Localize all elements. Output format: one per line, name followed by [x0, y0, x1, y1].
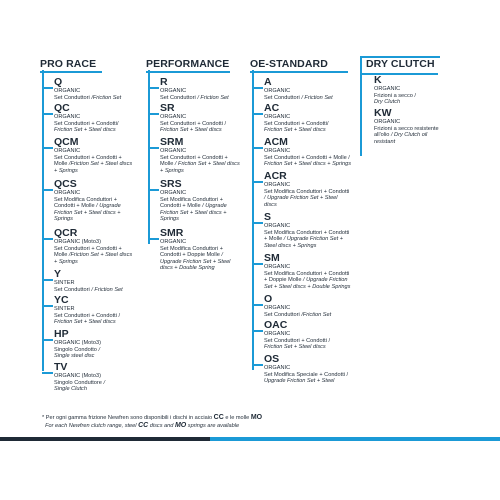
product-description: [54, 88, 142, 101]
description-line: [54, 319, 142, 326]
description-italic: Friction Set + Steel discs +: [54, 209, 121, 216]
description-normal: Set Conduttori: [54, 94, 92, 101]
description-normal: Set Conduttori + Condotti/: [54, 120, 119, 127]
description-line: [160, 114, 248, 121]
description-normal: Set Conduttori + Condotti +: [160, 154, 228, 161]
footer-bar: [0, 437, 500, 441]
description-italic: Set + Steel discs + Double Springs: [264, 283, 351, 290]
description-italic: /: [103, 379, 106, 386]
description-italic: Upgrade Friction Set + Steel: [160, 258, 231, 265]
branch-connector: [148, 189, 159, 191]
description-line: [160, 265, 248, 272]
description-line: [54, 380, 142, 387]
product-code: SM: [264, 252, 280, 264]
header-underline: [40, 71, 102, 73]
product-code: QCR: [54, 227, 78, 239]
description-italic: Friction Set + Steel discs: [160, 127, 222, 134]
description-italic: / Dry Clutch oil: [390, 132, 428, 139]
footnote-it-prefix: * Per ogni gamma frizione Newfren sono disponibili i dischi in acciaio: [42, 415, 214, 421]
description-line: [160, 190, 248, 197]
description-normal: Frizioni a secco resistente: [374, 125, 439, 132]
branch-connector: [42, 305, 53, 307]
description-normal: ORGANIC: [160, 239, 187, 245]
description-line: [54, 306, 142, 313]
description-line: [54, 246, 142, 253]
description-normal: + Molle: [264, 236, 284, 243]
product-description: [264, 148, 364, 168]
description-line: [54, 121, 142, 128]
description-line: [374, 86, 444, 93]
description-italic: / Friction Set: [197, 94, 229, 101]
column-performance: [146, 58, 246, 272]
description-normal: ORGANIC: [54, 148, 81, 154]
description-normal: ORGANIC: [264, 305, 291, 311]
description-italic: Friction Set + Steel discs: [264, 127, 326, 134]
description-normal: ORGANIC: [374, 119, 401, 125]
description-normal: ORGANIC: [264, 148, 291, 154]
description-normal: Singolo Condotto: [54, 346, 99, 353]
product-description: [374, 119, 444, 145]
product-code: SMR: [160, 227, 184, 239]
product-code: QCM: [54, 136, 79, 148]
description-line: [160, 239, 248, 246]
description-line: [264, 271, 364, 278]
branch-connector: [252, 304, 263, 306]
description-line: [264, 378, 364, 385]
product-code: SR: [160, 102, 175, 114]
description-line: [54, 95, 142, 102]
column-pro-race: [40, 58, 140, 393]
description-line: [160, 210, 248, 217]
description-italic: Friction Set + Steel discs: [264, 344, 326, 351]
description-italic: /Friction Set: [91, 94, 122, 101]
description-line: [264, 230, 364, 237]
description-italic: Springs: [160, 216, 179, 223]
branch-connector: [42, 372, 53, 374]
branch-connector: [252, 330, 263, 332]
description-normal: ORGANIC: [264, 331, 291, 337]
description-line: [54, 148, 142, 155]
column-dry-clutch: [360, 58, 440, 155]
branch-connector: [252, 263, 263, 265]
description-line: [264, 236, 364, 243]
description-line: [54, 239, 142, 246]
description-line: [160, 161, 248, 168]
description-line: [54, 161, 142, 168]
description-line: [264, 114, 364, 121]
description-line: [54, 114, 142, 121]
description-normal: ORGANIC: [160, 114, 187, 120]
description-line: [54, 340, 142, 347]
description-normal: ORGANIC: [160, 190, 187, 196]
branch-connector: [252, 147, 263, 149]
branch-connector: [252, 113, 263, 115]
description-line: [264, 121, 364, 128]
branch-connector: [252, 87, 263, 89]
description-normal: Set Modifica Conduttori + Condotti: [264, 270, 350, 277]
frame-left: [360, 56, 362, 156]
description-normal: Set Conduttori + Condotti +: [54, 245, 122, 252]
description-line: [264, 155, 364, 162]
description-italic: / Friction Set + Steel discs: [174, 161, 240, 168]
product-description: [54, 373, 142, 393]
product-code: QC: [54, 102, 70, 114]
description-normal: ORGANIC: [264, 365, 291, 371]
branch-connector: [252, 364, 263, 366]
product-code: S: [264, 211, 272, 223]
description-line: [160, 259, 248, 266]
header-underline: [146, 71, 230, 73]
description-normal: Condotti + Molle: [160, 203, 203, 210]
product-code: Q: [54, 76, 63, 88]
description-italic: Steel discs + Springs: [264, 242, 317, 249]
product-code: A: [264, 76, 272, 88]
description-line: [374, 99, 444, 106]
product-description: [160, 190, 248, 223]
description-line: [264, 189, 364, 196]
branch-connector: [42, 279, 53, 281]
product-description: [54, 239, 142, 265]
description-normal: Set Conduttori + Condotti /: [264, 337, 331, 344]
footnote-en-prefix: For each Newfren clutch range, steel: [45, 423, 139, 429]
description-italic: Single Clutch: [54, 386, 87, 393]
tree-line: [252, 70, 254, 370]
description-line: [54, 216, 142, 223]
description-italic: / Upgrade: [202, 203, 227, 210]
description-normal: Molle: [54, 252, 69, 259]
description-italic: Friction Set + Steel discs: [54, 319, 116, 326]
column-header: PRO RACE: [40, 58, 97, 70]
description-normal: ORGANIC: [264, 114, 291, 120]
footnote-italian: [42, 414, 262, 422]
description-line: [160, 148, 248, 155]
product-code: SRS: [160, 178, 182, 190]
description-line: [264, 95, 364, 102]
branch-connector: [252, 222, 263, 224]
description-normal: ORGANIC: [54, 114, 81, 120]
description-line: [54, 168, 142, 175]
description-line: [54, 88, 142, 95]
description-line: [374, 93, 444, 100]
product-description: [54, 114, 142, 134]
product-description: [374, 86, 444, 106]
description-italic: Friction Set + Steel discs + Springs: [264, 161, 352, 168]
description-normal: ORGANIC: [54, 190, 81, 196]
description-normal: Set Conduttori: [160, 94, 198, 101]
description-normal: ORGANIC (Moto3): [54, 239, 101, 245]
column-header: OE-STANDARD: [250, 58, 328, 70]
description-normal: Set Modifica Conduttori +: [160, 245, 223, 252]
description-normal: Set Conduttori: [54, 286, 92, 293]
footnote-en-mo: MO: [174, 422, 187, 429]
description-line: [54, 127, 142, 134]
description-line: [264, 338, 364, 345]
description-italic: Single steel disc: [54, 353, 95, 360]
description-italic: Friction Set + Steel discs: [54, 127, 116, 134]
branch-connector: [42, 147, 53, 149]
description-italic: Friction Set + Steel discs +: [160, 209, 227, 216]
footnote-it-cc: CC: [213, 414, 224, 421]
description-line: [54, 210, 142, 217]
description-line: [374, 132, 444, 139]
description-line: [160, 155, 248, 162]
product-code: HP: [54, 328, 69, 340]
product-code: AC: [264, 102, 280, 114]
description-italic: /: [98, 346, 101, 353]
description-line: [264, 312, 364, 319]
description-normal: ORGANIC: [264, 88, 291, 94]
description-line: [264, 305, 364, 312]
description-normal: Set Conduttori: [264, 94, 302, 101]
column-header: PERFORMANCE: [146, 58, 230, 70]
product-code: OS: [264, 353, 280, 365]
description-normal: Set Modifica Conduttori + Condotti: [264, 188, 350, 195]
branch-connector: [42, 113, 53, 115]
description-line: [54, 155, 142, 162]
product-code: QCS: [54, 178, 77, 190]
branch-connector: [42, 189, 53, 191]
footnote-en-mid: discs and: [148, 423, 175, 429]
description-italic: /: [221, 252, 223, 259]
description-normal: ORGANIC (Moto3): [54, 340, 101, 346]
description-line: [264, 148, 364, 155]
description-line: [374, 119, 444, 126]
description-line: [54, 203, 142, 210]
description-italic: Dry Clutch: [374, 99, 401, 106]
description-line: [54, 347, 142, 354]
description-line: [160, 197, 248, 204]
description-line: [264, 195, 364, 202]
branch-connector: [148, 147, 159, 149]
description-normal: Set Conduttori + Condotti +: [54, 154, 122, 161]
description-normal: Singolo Conduttore: [54, 379, 104, 386]
description-line: [264, 202, 364, 209]
tree-line: [148, 70, 150, 244]
description-line: [54, 259, 142, 266]
description-normal: Molle: [160, 161, 175, 168]
description-line: [54, 353, 142, 360]
description-line: [160, 121, 248, 128]
product-description: [160, 148, 248, 174]
product-description: [264, 182, 364, 208]
footer-bar-dark: [0, 437, 210, 441]
description-normal: all'olio: [374, 132, 391, 139]
description-line: [160, 246, 248, 253]
description-line: [54, 190, 142, 197]
description-line: [264, 243, 364, 250]
product-code: ACM: [264, 136, 288, 148]
description-line: [54, 287, 142, 294]
description-normal: SINTER: [54, 280, 75, 286]
description-italic: + Springs: [160, 167, 184, 174]
description-line: [160, 95, 248, 102]
product-description: [160, 114, 248, 134]
product-code: TV: [54, 361, 68, 373]
product-code: SRM: [160, 136, 184, 148]
product-description: [54, 190, 142, 223]
description-italic: / Upgrade Friction Set +: [283, 236, 343, 243]
column-oe-standard: [250, 58, 358, 385]
description-normal: Condotti + Molle: [54, 203, 97, 210]
product-description: [160, 88, 248, 101]
branch-connector: [148, 87, 159, 89]
description-normal: Set Conduttori + Condotti /: [160, 120, 227, 127]
description-normal: Set Conduttori + Condotti/: [264, 120, 329, 127]
footnote-it-mo: MO: [250, 414, 263, 421]
description-normal: Set Modifica Conduttori +: [54, 196, 117, 203]
product-description: [264, 365, 364, 385]
description-line: [264, 223, 364, 230]
branch-connector: [42, 238, 53, 240]
tree-line: [42, 70, 44, 371]
footnote-it-mid: e le molle: [223, 415, 251, 421]
product-description: [54, 306, 142, 326]
description-line: [264, 372, 364, 379]
product-description: [54, 148, 142, 174]
branch-connector: [148, 238, 159, 240]
description-normal: Set Conduttori: [264, 311, 302, 318]
description-normal: Condotti + Doppie Molle: [160, 252, 222, 259]
description-line: [54, 197, 142, 204]
description-italic: Upgrade Friction Set + Steel: [264, 378, 335, 385]
description-italic: resistant: [374, 138, 396, 145]
description-line: [160, 252, 248, 259]
description-normal: ORGANIC: [264, 264, 291, 270]
description-italic: discs: [264, 201, 277, 208]
description-italic: /Friction Set + Steel discs: [68, 161, 133, 168]
description-line: [374, 126, 444, 133]
description-line: [374, 139, 444, 146]
description-normal: ORGANIC: [160, 148, 187, 154]
product-code: KW: [374, 107, 392, 119]
description-italic: / Friction Set: [91, 286, 123, 293]
footnote-en-suffix: springs are available: [186, 423, 240, 429]
description-italic: /Friction Set + Steel discs: [68, 252, 133, 259]
description-italic: discs + Double Spring: [160, 265, 215, 272]
description-italic: / Upgrade Friction: [303, 277, 348, 284]
description-line: [160, 203, 248, 210]
description-italic: /Friction Set: [301, 311, 332, 318]
product-description: [264, 114, 364, 134]
description-italic: / Friction Set: [301, 94, 333, 101]
product-description: [54, 280, 142, 293]
column-header: DRY CLUTCH: [366, 58, 435, 70]
description-line: [264, 88, 364, 95]
description-normal: ORGANIC: [54, 88, 81, 94]
footnote-en-cc: CC: [138, 422, 149, 429]
description-normal: ORGANIC (Moto3): [54, 373, 101, 379]
footnote-english: [42, 422, 262, 430]
product-description: [160, 239, 248, 272]
description-normal: Set Conduttori + Condotti + Molle /: [264, 154, 350, 161]
description-line: [264, 127, 364, 134]
description-line: [54, 313, 142, 320]
footer-bar-blue: [210, 437, 500, 441]
description-italic: / Upgrade: [96, 203, 121, 210]
description-line: [160, 88, 248, 95]
description-normal: Set Modifica Conduttori + Condotti: [264, 229, 350, 236]
branch-connector: [42, 87, 53, 89]
description-line: [264, 182, 364, 189]
description-line: [264, 264, 364, 271]
branch-connector: [148, 113, 159, 115]
footnote: [42, 414, 262, 430]
description-italic: Springs: [54, 216, 73, 223]
description-line: [264, 365, 364, 372]
description-normal: Molle: [54, 161, 69, 168]
product-code: R: [160, 76, 168, 88]
product-description: [264, 331, 364, 351]
product-code: O: [264, 293, 273, 305]
product-code: YC: [54, 294, 69, 306]
product-code: K: [374, 74, 382, 86]
description-normal: ORGANIC: [374, 86, 401, 92]
description-normal: ORGANIC: [264, 182, 291, 188]
product-description: [264, 88, 364, 101]
product-description: [264, 223, 364, 249]
description-line: [264, 331, 364, 338]
description-italic: + Springs: [54, 258, 78, 265]
description-normal: ORGANIC: [264, 223, 291, 229]
description-normal: ORGANIC: [160, 88, 187, 94]
branch-connector: [42, 339, 53, 341]
product-description: [54, 340, 142, 360]
description-normal: Set Conduttori + Condotti /: [54, 312, 121, 319]
description-line: [264, 284, 364, 291]
product-description: [264, 305, 364, 318]
product-code: ACR: [264, 170, 287, 182]
description-italic: + Springs: [54, 167, 78, 174]
product-description: [264, 264, 364, 290]
product-code: OAC: [264, 319, 288, 331]
description-line: [160, 168, 248, 175]
description-line: [264, 161, 364, 168]
description-line: [54, 386, 142, 393]
description-line: [264, 344, 364, 351]
description-italic: / Upgrade Friction Set + Steel: [264, 195, 338, 202]
description-line: [54, 373, 142, 380]
description-line: [160, 127, 248, 134]
description-normal: SINTER: [54, 306, 75, 312]
branch-connector: [252, 181, 263, 183]
description-line: [264, 277, 364, 284]
description-normal: Set Modifica Conduttori +: [160, 196, 223, 203]
description-normal: Set Modifica Speciale + Condotti /: [264, 371, 349, 378]
description-normal: Frizioni a secco /: [374, 92, 416, 99]
description-line: [54, 252, 142, 259]
description-line: [160, 216, 248, 223]
product-code: Y: [54, 268, 62, 280]
header-underline: [250, 71, 348, 73]
description-normal: + Doppie Molle: [264, 277, 304, 284]
description-line: [54, 280, 142, 287]
